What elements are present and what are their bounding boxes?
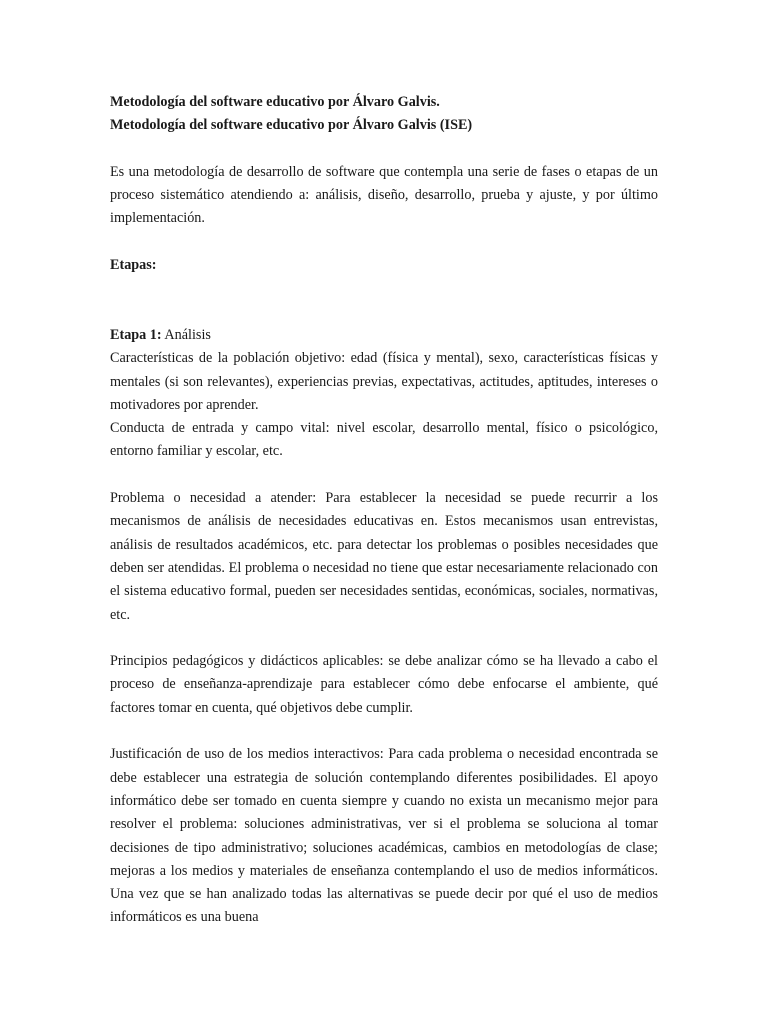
document-subtitle: Metodología del software educativo por Álvaro Galvis (ISE) xyxy=(110,117,473,134)
etapa-1-name: Análisis xyxy=(161,326,211,343)
etapa-1-label: Etapa 1: xyxy=(110,326,162,343)
document-title: Metodología del software educativo por Álvaro Galvis. xyxy=(110,94,440,110)
problema-paragraph: Problema o necesidad a atender: Para establecer la necesidad se puede recurrir a los mecanismos de análisis de necesidades educativas en. Estos mecanismos usan entrevistas, análisis de resultados académicos, etc. para detectar los problemas o posibles necesidades que deben ser atendidas. El problema o necesidad no tiene que estar necesariamente relacionado con el sistema educativo formal, pueden ser necesidades sentidas, económicas, sociales, normativas, etc. xyxy=(110,490,658,623)
intro-paragraph: Es una metodología de desarrollo de software que contempla una serie de fases o etapas de un proceso sistemático atendiendo a: análisis, diseño, desarrollo, prueba y ajuste, y por último implementación. xyxy=(110,163,658,227)
conducta-paragraph: Conducta de entrada y campo vital: nivel escolar, desarrollo mental, físico o psicológico, entorno familiar y escolar, etc. xyxy=(110,420,658,460)
principios-paragraph: Principios pedagógicos y didácticos aplicables: se debe analizar cómo se ha llevado a cabo el proceso de enseñanza-aprendizaje para establecer cómo debe enfocarse el ambiente, qué factores tomar en cuenta, qué objetivos debe cumplir. xyxy=(110,653,658,716)
justificacion-paragraph: Justificación de uso de los medios interactivos: Para cada problema o necesidad encontrada se debe establecer una estrategia de solución contemplando diferentes posibilidades. El apoyo informático debe ser tomado en cuenta siempre y cuando no exista un mecanismo mejor para resolver el problema: soluciones administrativas, ver si el problema se soluciona al tomar decisiones de tipo administrativo; soluciones académicas, cambios en metodologías de clase; mejoras a los medios y materiales de enseñanza contemplando el uso de medios informáticos. Una vez que se han analizado todas las alternativas se puede decir por qué el uso de medios informáticos es una buena xyxy=(110,746,658,926)
document-body xyxy=(110,91,658,930)
etapas-heading: Etapas: xyxy=(110,257,157,274)
poblacion-paragraph: Características de la población objetivo: edad (física y mental), sexo, características físicas y mentales (si son relevantes), experiencias previas, expectativas, actitudes, aptitudes, intereses o motivadores por aprender. xyxy=(110,350,658,413)
etapa-1-heading xyxy=(110,324,658,347)
